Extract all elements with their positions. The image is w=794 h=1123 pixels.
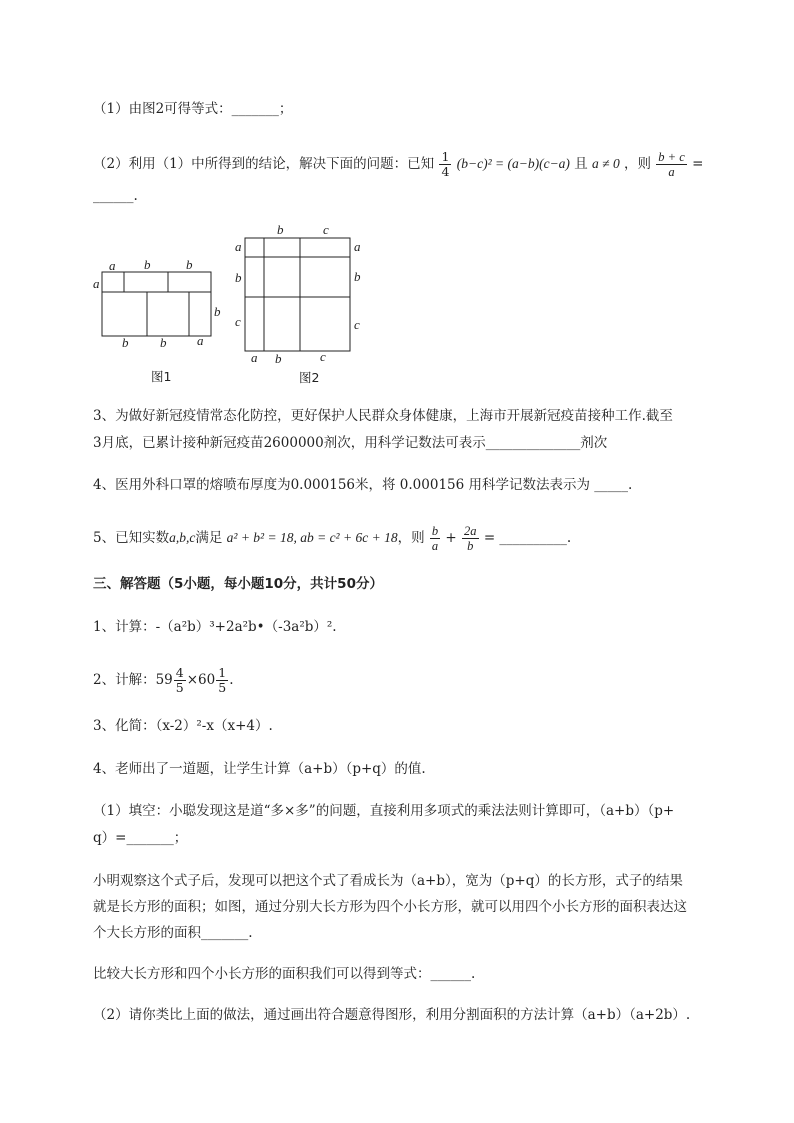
fig2-right-label: b <box>354 269 361 284</box>
fraction-one-fifth <box>216 666 228 695</box>
fig2-right-label: a <box>354 239 361 254</box>
question-2-prefix: （2）利用（1）中所得到的结论，解决下面的问题：已知 <box>93 156 435 172</box>
fig1-bottom-label: b <box>122 335 129 350</box>
solve-2-tail: . <box>229 672 234 688</box>
plus-sign: + <box>445 530 457 546</box>
fraction-numerator: 4 <box>175 665 184 680</box>
fig2-left-label: a <box>235 239 242 254</box>
fraction-numerator: b <box>431 524 439 538</box>
fig2-top-label: b <box>277 222 284 237</box>
solve-4-line-3: q）=_______； <box>93 830 188 846</box>
question-2-equals: = <box>692 156 704 172</box>
solve-4-line-8: （2）请你类比上面的做法，通过画出符合题意得图形，利用分割面积的方法计算（a+b）（a+2b）. <box>93 1007 691 1023</box>
solve-4-line-6: 个大长方形的面积_______. <box>93 925 253 941</box>
problem-3-line-1: 3、为做好新冠疫情常态化防控，更好保护人民群众身体健康，上海市开展新冠疫苗接种工作.截至 <box>93 408 673 424</box>
fig2-outer-rect <box>245 238 350 351</box>
question-2-condition: a ≠ 0 <box>592 156 620 171</box>
fig2-bottom-label: c <box>320 349 326 364</box>
figure-1 <box>102 272 211 336</box>
question-2-line <box>93 150 703 179</box>
fraction-numerator: b + c <box>658 150 685 164</box>
question-2-cond-prefix: 且 <box>574 156 588 172</box>
fraction-denominator: 5 <box>218 680 227 695</box>
fig2-bottom-label: a <box>251 350 258 365</box>
fig1-top-label: a <box>109 258 116 273</box>
solve-4-line-7: 比较大长方形和四个小长方形的面积我们可以得到等式：______. <box>93 966 476 982</box>
figures <box>0 220 794 420</box>
fraction-numerator: 1 <box>218 665 227 680</box>
fraction-one-quarter <box>439 150 451 179</box>
fig1-outer-rect <box>102 272 211 336</box>
solve-4-line-5: 就是长方形的面积；如图，通过分别大长方形为四个小长方形，就可以用四个小长方形的面积表达这 <box>93 899 687 915</box>
fraction-denominator: a <box>431 539 439 553</box>
problem-4-line: 4、医用外科口罩的熔喷布厚度为0.000156米，将 0.000156 用科学记数法表示为 _____. <box>93 477 633 493</box>
fraction-numerator: 1 <box>441 149 450 164</box>
question-1-line: （1）由图2可得等式：_______； <box>93 101 293 117</box>
fig1-bottom-label: a <box>197 333 204 348</box>
fraction-denominator: 5 <box>175 680 184 695</box>
fraction-denominator: a <box>668 165 675 179</box>
fig2-right-label: c <box>354 317 360 332</box>
problem-5-tail: = __________. <box>483 530 572 546</box>
question-2-blank: ______. <box>93 188 138 204</box>
solve-4-line-4: 小明观察这个式子后，发现可以把这个式了看成长为（a+b），宽为（p+q）的长方形，式子的结果 <box>93 873 683 889</box>
fraction-four-fifths <box>174 666 186 695</box>
problem-5-vars: a,b,c <box>169 530 196 545</box>
section-3-title: 三、解答题（5小题，每小题10分，共计50分） <box>93 576 383 592</box>
solve-2-line <box>93 666 233 695</box>
question-2-expression: (b−c)² = (a−b)(c−a) <box>456 156 570 171</box>
solve-4-line-1: 4、老师出了一道题，让学生计算（a+b）（p+q）的值. <box>93 761 426 777</box>
fraction-numerator: 2a <box>464 524 477 538</box>
solve-2-prefix: 2、计解：59 <box>93 672 173 688</box>
fraction-2a-over-b <box>462 524 479 553</box>
fig1-right-label: b <box>214 304 221 319</box>
fraction-b-over-a <box>430 524 440 553</box>
fig2-top-label: c <box>323 222 329 237</box>
fraction-b-plus-c-over-a <box>656 150 686 179</box>
fig2-left-label: c <box>235 314 241 329</box>
fig1-top-label: b <box>144 257 151 272</box>
problem-5-mid: 满足 <box>195 530 223 546</box>
problem-5-line <box>93 524 571 553</box>
problem-3-line-2: 3月底，已累计接种新冠疫苗2600000剂次，用科学记数法可表示______________剂次 <box>93 435 608 451</box>
question-2-separator: ，则 <box>624 156 651 172</box>
problem-5-condition: a² + b² = 18, ab = c² + 6c + 18 <box>226 530 398 545</box>
fig2-caption: 图2 <box>299 370 320 385</box>
fig1-left-label: a <box>93 276 100 291</box>
fig1-bottom-label: b <box>160 335 167 350</box>
fig1-caption: 图1 <box>151 369 172 384</box>
solve-3-line: 3、化简：（x-2）²-x（x+4）. <box>93 718 273 734</box>
problem-5-prefix: 5、已知实数 <box>93 530 170 546</box>
fig2-left-label: b <box>235 270 242 285</box>
fig2-bottom-label: b <box>275 351 282 366</box>
solve-4-line-2: （1）填空：小聪发现这是道“多×多”的问题，直接利用多项式的乘法法则计算即可，（a+b）（p+ <box>93 803 675 819</box>
problem-5-separator: ，则 <box>397 530 425 546</box>
fig1-top-label: b <box>186 257 193 272</box>
fraction-denominator: b <box>467 539 474 553</box>
solve-1-line: 1、计算：-（a²b）³+2a²b•（-3a²b）². <box>93 619 337 635</box>
figure-2 <box>245 238 350 351</box>
solve-2-times: ×60 <box>186 672 216 688</box>
fraction-denominator: 4 <box>441 164 450 179</box>
